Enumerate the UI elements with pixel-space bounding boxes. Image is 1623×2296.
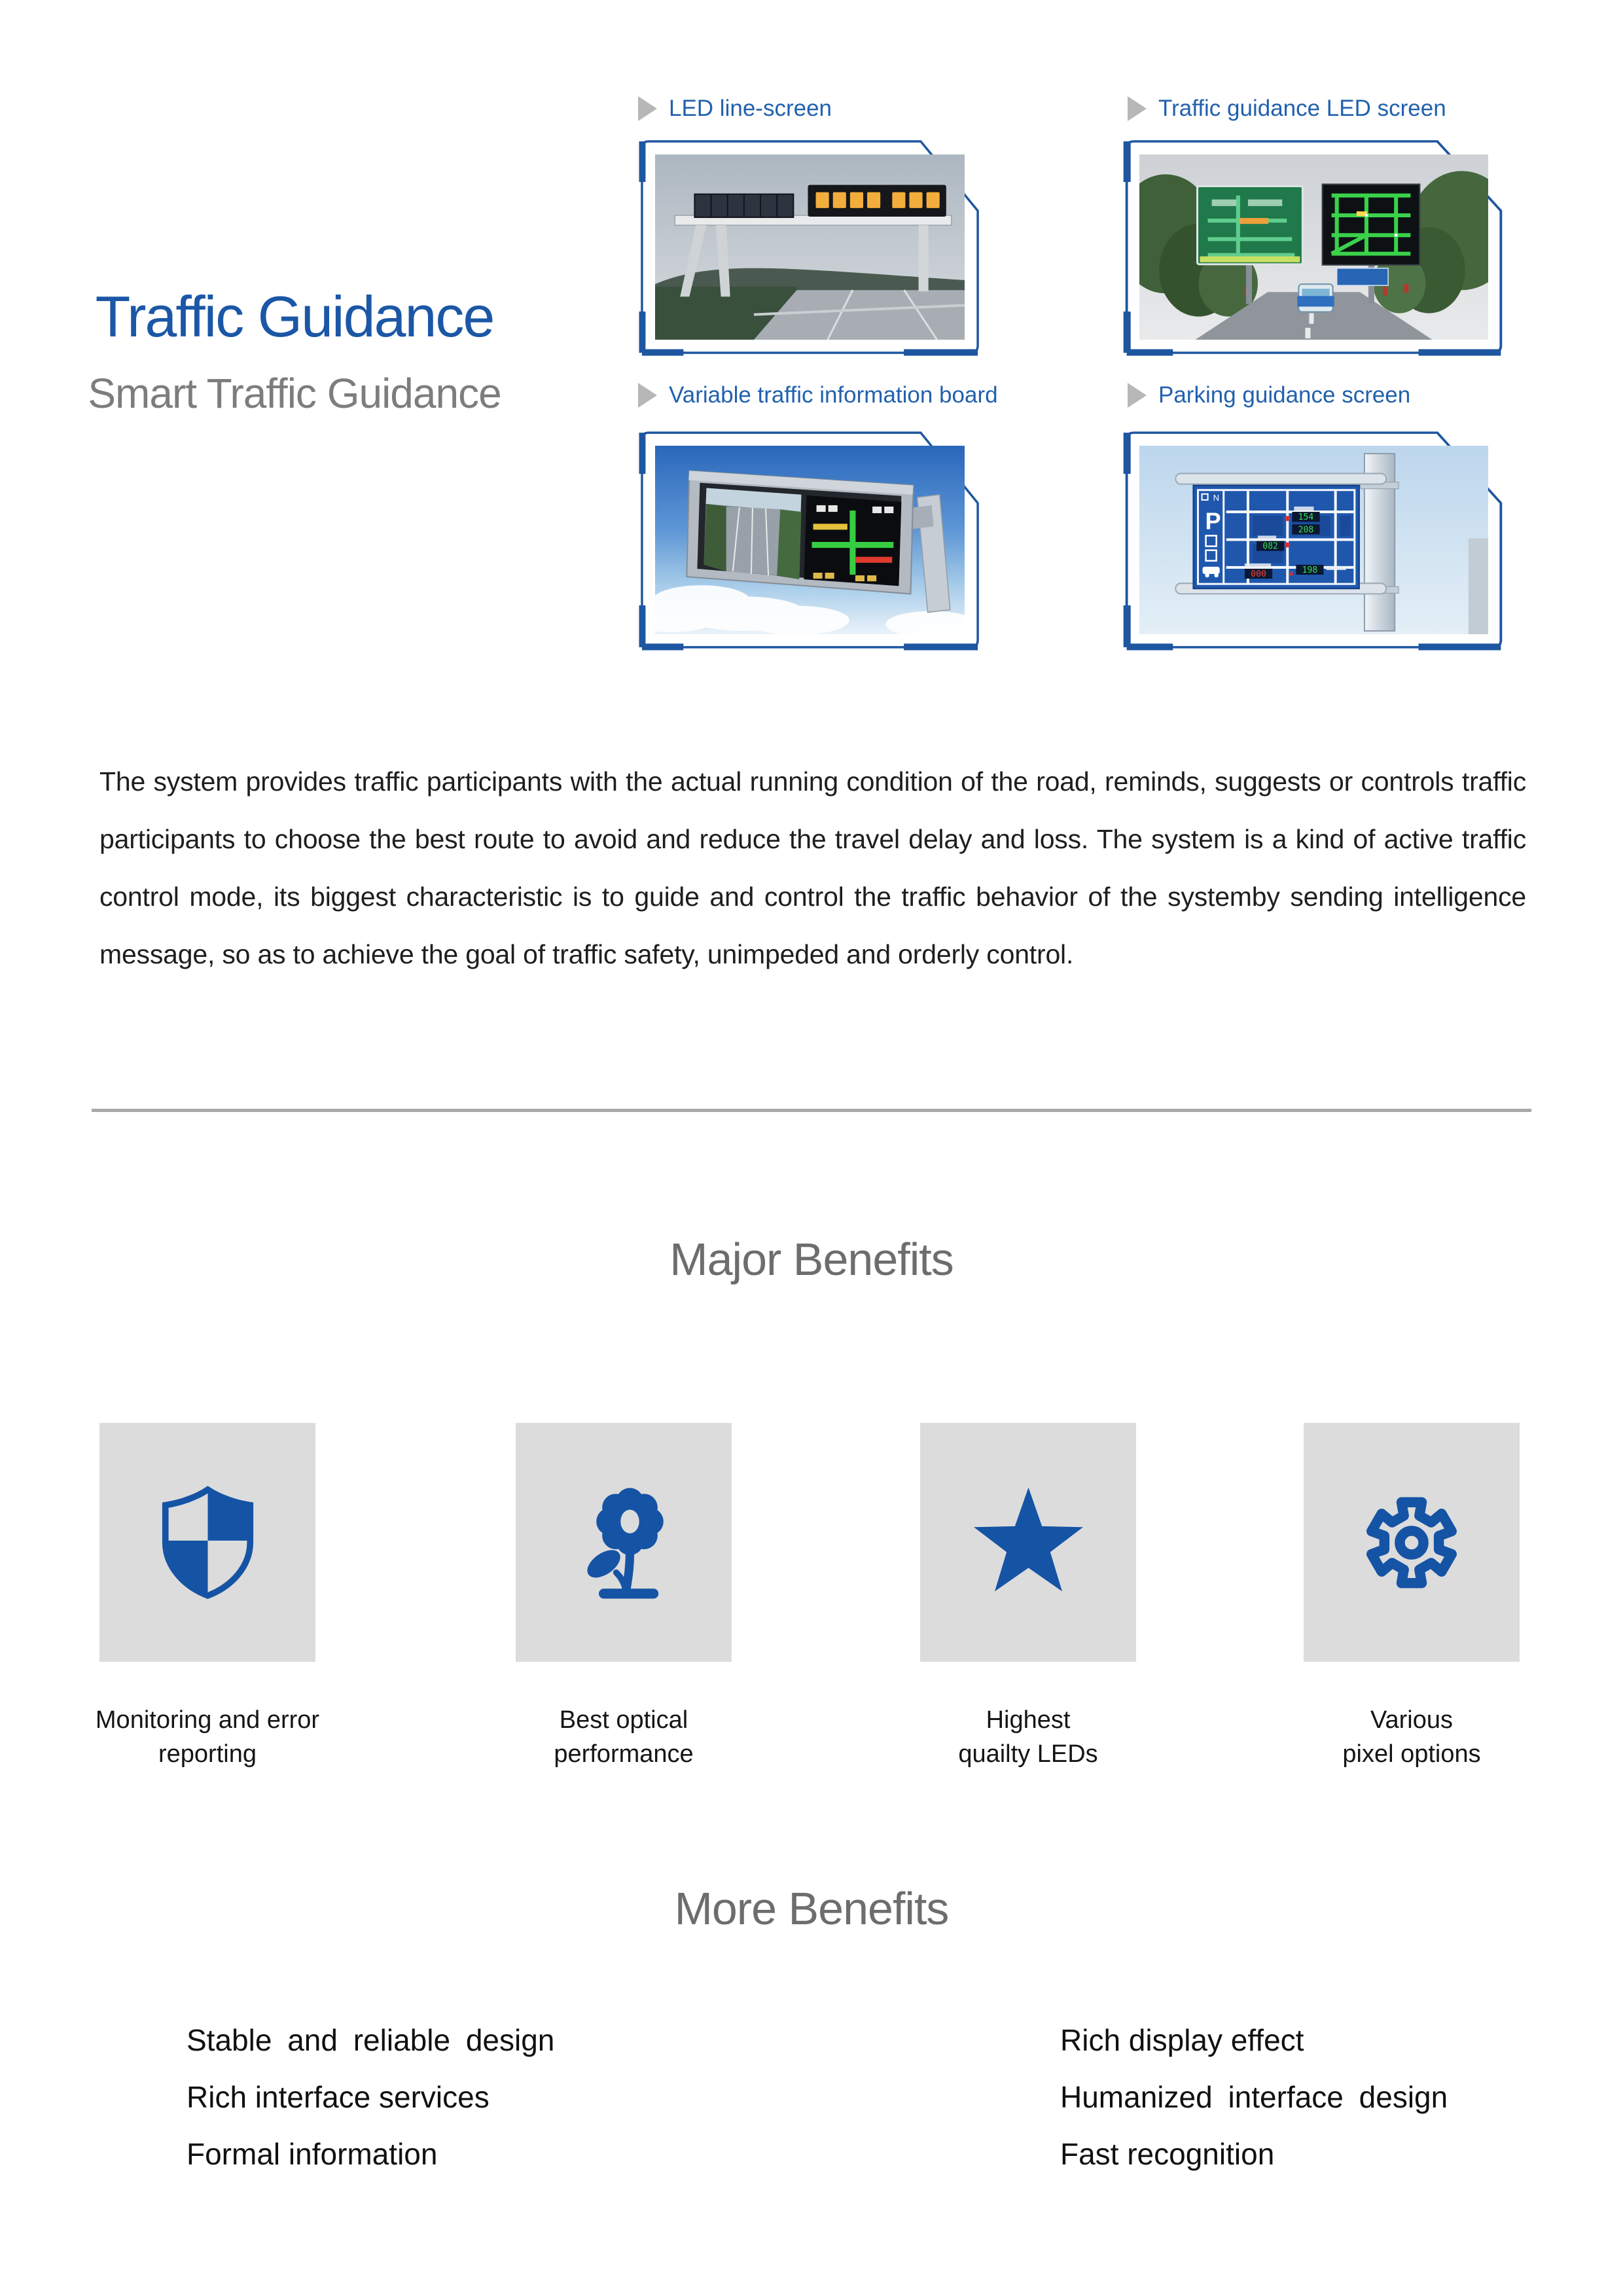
bus-windows	[1302, 289, 1329, 296]
shield-icon	[151, 1485, 265, 1600]
gallery-label-text: Parking guidance screen	[1158, 382, 1411, 408]
benefit-box-optical	[516, 1423, 732, 1662]
north-label: N	[1213, 492, 1220, 503]
photo-variable-message-board	[655, 446, 965, 634]
far-pole	[1469, 538, 1488, 634]
gallery-label-parking-screen	[1128, 382, 1410, 408]
gallery-label-text: LED line-screen	[669, 96, 832, 121]
arrow-right-icon	[1128, 96, 1147, 121]
blue-sign-far	[1297, 296, 1334, 306]
more-benefit-item: Fast recognition	[1060, 2137, 1275, 2171]
benefit-label-line: performance	[554, 1740, 694, 1768]
count-000: 000	[1251, 569, 1266, 580]
count-154: 154	[1298, 512, 1314, 523]
benefit-label-line: Monitoring and error	[95, 1706, 320, 1734]
benefit-label-quality	[887, 1703, 1169, 1771]
gallery-label-led-line-screen	[638, 96, 832, 122]
more-benefit-item: Rich interface services	[187, 2080, 490, 2114]
more-benefit-item: Rich display effect	[1060, 2023, 1304, 2057]
parking-photo	[1139, 446, 1488, 634]
gallery-label-traffic-guidance-led	[1128, 96, 1446, 122]
benefit-label-line: Highest	[986, 1706, 1071, 1734]
photo-street-guidance-screens	[1139, 154, 1488, 340]
photo-highway-led-line-screen	[655, 154, 965, 340]
arrow-right-icon	[638, 96, 657, 121]
gallery-panel-parking-screen	[1122, 429, 1505, 651]
right-led-screen	[804, 495, 901, 586]
led-sign-characters	[816, 192, 940, 208]
parking-sign-board	[1193, 486, 1359, 589]
street-photo	[1139, 154, 1488, 340]
benefit-box-quality	[920, 1423, 1136, 1662]
more-benefit-item: Stable and reliable design	[187, 2023, 555, 2057]
gear-icon	[1355, 1486, 1468, 1599]
more-benefit-item: Formal information	[187, 2137, 438, 2171]
section-divider	[92, 1109, 1531, 1112]
more-benefits-heading: More Benefits	[674, 1883, 949, 1934]
major-benefits-heading: Major Benefits	[669, 1234, 954, 1285]
star-icon	[965, 1479, 1092, 1606]
page-subtitle: Smart Traffic Guidance	[88, 370, 501, 417]
gantry-post-right	[919, 225, 929, 291]
count-082: 082	[1262, 541, 1278, 552]
gallery-label-variable-board	[638, 382, 998, 408]
sign-pole	[1246, 264, 1252, 304]
benefit-label-monitoring	[67, 1703, 348, 1771]
dark-led-map-board	[1323, 184, 1420, 264]
gallery-panel-variable-board	[638, 429, 982, 651]
vms-photo	[655, 446, 965, 634]
benefit-label-optical	[483, 1703, 764, 1771]
arrow-right-icon	[638, 383, 657, 408]
green-route-board	[1197, 187, 1302, 264]
parking-p-label: P	[1205, 507, 1221, 535]
benefit-box-monitoring	[99, 1423, 315, 1662]
benefit-label-line: reporting	[158, 1740, 257, 1768]
gallery-panel-led-line-screen	[638, 137, 982, 357]
benefit-label-line: Best optical	[559, 1706, 688, 1734]
gallery-panel-traffic-guidance-led	[1122, 137, 1505, 357]
gallery-label-text: Traffic guidance LED screen	[1158, 96, 1446, 121]
page-title: Traffic Guidance	[95, 284, 494, 349]
benefit-label-line: pixel options	[1342, 1740, 1481, 1768]
gallery-label-text: Variable traffic information board	[669, 382, 998, 408]
more-benefit-item: Humanized interface design	[1060, 2080, 1448, 2114]
left-road-screen	[704, 488, 801, 579]
benefit-label-pixel-options	[1271, 1703, 1552, 1771]
count-198: 198	[1302, 565, 1318, 576]
blue-sign	[1337, 268, 1388, 285]
benefit-label-line: quailty LEDs	[958, 1740, 1098, 1768]
highway-photo	[655, 154, 965, 340]
benefit-label-line: Various	[1370, 1706, 1454, 1734]
benefit-box-pixel-options	[1304, 1423, 1520, 1662]
description-paragraph: The system provides traffic participants with the actual running condition of the road, reminds, suggests or controls traffic participants to choose the best route to avoid and reduce the travel delay and loss. The system is a kind of active traffic control mode, its biggest characteristic is to guide and control the traffic behavior of the systemby sending intelligence message, so as to achieve the goal of traffic safety, unimpeded and orderly control.	[99, 766, 1526, 969]
count-208: 208	[1298, 525, 1314, 535]
photo-parking-guidance-sign	[1139, 446, 1488, 634]
top-rail	[1175, 473, 1386, 484]
arrow-right-icon	[1128, 383, 1147, 408]
title-block	[46, 284, 543, 417]
flower-icon	[562, 1480, 686, 1605]
